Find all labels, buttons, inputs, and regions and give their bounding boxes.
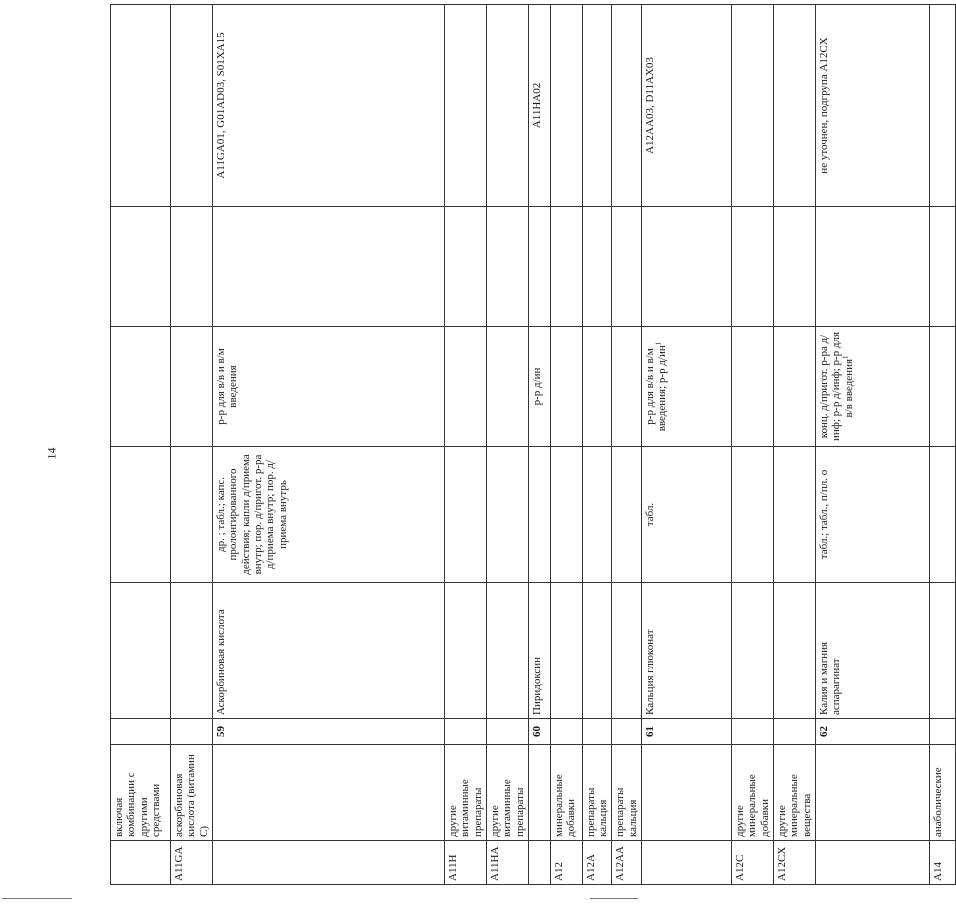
drug-name-cell: [582, 583, 612, 719]
atc-note-text: не уточнен, подгрупа A12CX: [817, 37, 830, 174]
atc-group-text: включая комбинации с другими средствами: [113, 772, 162, 837]
atc-group-cell: [732, 745, 774, 841]
table-row: [582, 5, 612, 885]
atc-note-cell: [732, 5, 774, 207]
atc-note-cell: [550, 5, 582, 207]
atc-group-cell: [111, 745, 171, 841]
atc-note-cell: [212, 5, 444, 207]
atc-group-cell: [444, 745, 486, 841]
empty-cell: [732, 207, 774, 327]
drug-name-cell: [550, 583, 582, 719]
dosage-forms-cell: [612, 447, 642, 583]
empty-cell: [444, 207, 486, 327]
atc-code-cell: [815, 841, 929, 885]
row-number-cell: [815, 719, 929, 745]
table-row: [111, 5, 171, 885]
atc-code-text: A11GA: [173, 846, 185, 881]
drug-name-cell: [815, 583, 929, 719]
dosage-forms-text: табл.: [644, 502, 657, 527]
drug-name-cell: [929, 583, 955, 719]
row-number-cell: [550, 719, 582, 745]
injection-forms-cell: [732, 327, 774, 447]
drug-name-cell: [732, 583, 774, 719]
empty-cell: [486, 207, 528, 327]
injection-forms-cell: [582, 327, 612, 447]
atc-code-cell: [528, 841, 550, 885]
drug-table: [110, 4, 956, 885]
dosage-forms-cell: [528, 447, 550, 583]
table-row: [550, 5, 582, 885]
atc-code-text: A12C: [734, 854, 747, 881]
dosage-forms-cell: [444, 447, 486, 583]
table-row: [486, 5, 528, 885]
empty-cell: [774, 207, 816, 327]
drug-name-cell: [528, 583, 550, 719]
atc-note-text: A11GA01, G01AD03, S01XA15: [214, 32, 227, 179]
atc-code-text: A12AA: [614, 846, 627, 881]
atc-group-text: анаболические: [931, 767, 944, 837]
empty-cell: [582, 207, 612, 327]
atc-group-cell: [642, 745, 732, 841]
empty-cell: [550, 207, 582, 327]
page-number: 14: [44, 447, 59, 460]
atc-code-text: A12CX: [776, 846, 788, 881]
table-row: [612, 5, 642, 885]
table-row: [732, 5, 774, 885]
drug-name-text: Калия и магния аспарагинат: [817, 641, 843, 715]
row-number-cell: [212, 719, 444, 745]
table-row: [444, 5, 486, 885]
atc-group-text: минеральные добавки: [552, 774, 578, 837]
atc-code-cell: [550, 841, 582, 885]
injection-forms-cell: [111, 327, 171, 447]
atc-code-cell: [582, 841, 612, 885]
atc-note-cell: [486, 5, 528, 207]
row-number-cell: [528, 719, 550, 745]
injection-forms-cell: [550, 327, 582, 447]
injection-forms-text: р-р для в/в и в/м введения: [214, 348, 240, 425]
drug-name-cell: [774, 583, 816, 719]
atc-code-cell: [486, 841, 528, 885]
atc-note-text: A11HA02: [530, 82, 543, 129]
injection-forms-cell: [642, 327, 732, 447]
atc-code-cell: [929, 841, 955, 885]
atc-group-text: другие минеральные добавки: [734, 774, 771, 837]
atc-note-cell: [929, 5, 955, 207]
atc-group-text: другие минеральные вещества: [776, 774, 813, 837]
row-number-cell: [612, 719, 642, 745]
injection-forms-text: конц. д/пригот. р-ра д/инф; р-р д/инф; р-р для в/в введения: [817, 331, 855, 442]
injection-forms-cell: [815, 327, 929, 447]
footnote-marker: 1: [840, 355, 849, 359]
row-number-cell: [444, 719, 486, 745]
atc-code-text: A14: [931, 862, 944, 881]
dosage-forms-cell: [582, 447, 612, 583]
atc-code-cell: [444, 841, 486, 885]
atc-code-text: A12: [552, 862, 565, 881]
drug-name-text: Аскорбиновая кислота: [214, 609, 227, 715]
injection-forms-text: р-р для в/в и в/м введения; р-р д/ин: [644, 345, 669, 432]
drug-name-cell: [171, 583, 213, 719]
atc-note-text: A12AA03, D11AX03: [644, 57, 657, 154]
empty-cell: [212, 207, 444, 327]
drug-name-text: Пиридоксин: [530, 656, 543, 715]
empty-cell: [612, 207, 642, 327]
atc-code-cell: [642, 841, 732, 885]
atc-group-cell: [212, 745, 444, 841]
injection-forms-cell: [212, 327, 444, 447]
atc-group-cell: [582, 745, 612, 841]
empty-cell: [528, 207, 550, 327]
drug-name-text: Кальция глюконат: [644, 629, 657, 715]
atc-note-cell: [111, 5, 171, 207]
injection-forms-cell: [774, 327, 816, 447]
table-row: [774, 5, 816, 885]
dosage-forms-cell: [111, 447, 171, 583]
atc-group-text: препараты кальция: [584, 787, 610, 837]
scan-mark-bottom-right: [590, 898, 638, 899]
atc-code-text: A11HA: [488, 846, 501, 881]
dosage-forms-cell: [815, 447, 929, 583]
atc-code-cell: [774, 841, 816, 885]
atc-code-cell: [171, 841, 213, 885]
row-number-text: 61: [644, 726, 657, 737]
empty-cell: [642, 207, 732, 327]
table-row: [929, 5, 955, 885]
table-row: [642, 5, 732, 885]
dosage-forms-cell: [774, 447, 816, 583]
atc-code-cell: [212, 841, 444, 885]
row-number-cell: [171, 719, 213, 745]
atc-group-cell: [774, 745, 816, 841]
dosage-forms-cell: [732, 447, 774, 583]
injection-forms-cell: [528, 327, 550, 447]
injection-forms-cell: [171, 327, 213, 447]
atc-group-cell: [550, 745, 582, 841]
empty-cell: [815, 207, 929, 327]
empty-cell: [929, 207, 955, 327]
table-row: [171, 5, 213, 885]
atc-group-cell: [171, 745, 213, 841]
atc-group-cell: [528, 745, 550, 841]
atc-code-cell: [111, 841, 171, 885]
row-number-cell: [582, 719, 612, 745]
atc-group-cell: [929, 745, 955, 841]
row-number-text: 62: [817, 726, 830, 737]
drug-name-cell: [111, 583, 171, 719]
injection-forms-text: р-р д/ин: [530, 367, 543, 406]
rotated-table-wrapper: [110, 5, 944, 885]
atc-group-cell: [815, 745, 929, 841]
atc-note-cell: [528, 5, 550, 207]
dosage-forms-text: др. ; табл.; капс. пролонгированного действия; капли д/приема внутр; пор. д/пригот. р-ра д/приема внутр; пор. д/приема внутрь: [214, 454, 289, 575]
drug-name-cell: [444, 583, 486, 719]
footnote-marker: 1: [654, 341, 663, 346]
dosage-forms-cell: [171, 447, 213, 583]
row-number-text: 59: [214, 726, 227, 737]
injection-forms-cell: [486, 327, 528, 447]
atc-note-cell: [171, 5, 213, 207]
atc-group-text: препараты кальция: [614, 787, 639, 837]
dosage-forms-cell: [642, 447, 732, 583]
atc-note-cell: [774, 5, 816, 207]
table-row: [815, 5, 929, 885]
atc-group-cell: [612, 745, 642, 841]
empty-cell: [111, 207, 171, 327]
atc-note-cell: [815, 5, 929, 207]
table-row: [212, 5, 444, 885]
drug-name-cell: [642, 583, 732, 719]
atc-group-cell: [486, 745, 528, 841]
dosage-forms-cell: [486, 447, 528, 583]
injection-forms-cell: [929, 327, 955, 447]
drug-name-cell: [612, 583, 642, 719]
atc-note-cell: [444, 5, 486, 207]
row-number-cell: [929, 719, 955, 745]
atc-note-cell: [612, 5, 642, 207]
row-number-cell: [486, 719, 528, 745]
row-number-text: 60: [530, 726, 543, 737]
atc-group-text: аскорбиновая кислота (витамин C): [173, 754, 210, 837]
table-row: [528, 5, 550, 885]
scan-mark-bottom-left: [2, 898, 72, 899]
atc-note-cell: [582, 5, 612, 207]
dosage-forms-cell: [929, 447, 955, 583]
atc-code-cell: [732, 841, 774, 885]
dosage-forms-cell: [212, 447, 444, 583]
atc-group-text: другие витаминные препараты: [488, 779, 526, 837]
row-number-cell: [732, 719, 774, 745]
injection-forms-cell: [612, 327, 642, 447]
atc-code-cell: [612, 841, 642, 885]
drug-name-cell: [212, 583, 444, 719]
atc-group-text: другие витаминные препараты: [446, 779, 484, 837]
atc-code-text: A11H: [446, 854, 459, 881]
injection-forms-cell: [444, 327, 486, 447]
empty-cell: [171, 207, 213, 327]
atc-code-text: A12A: [584, 854, 597, 881]
dosage-forms-text: табл.; табл., п/пл. о: [817, 469, 830, 560]
dosage-forms-cell: [550, 447, 582, 583]
drug-name-cell: [486, 583, 528, 719]
row-number-cell: [774, 719, 816, 745]
row-number-cell: [111, 719, 171, 745]
row-number-cell: [642, 719, 732, 745]
atc-note-cell: [642, 5, 732, 207]
